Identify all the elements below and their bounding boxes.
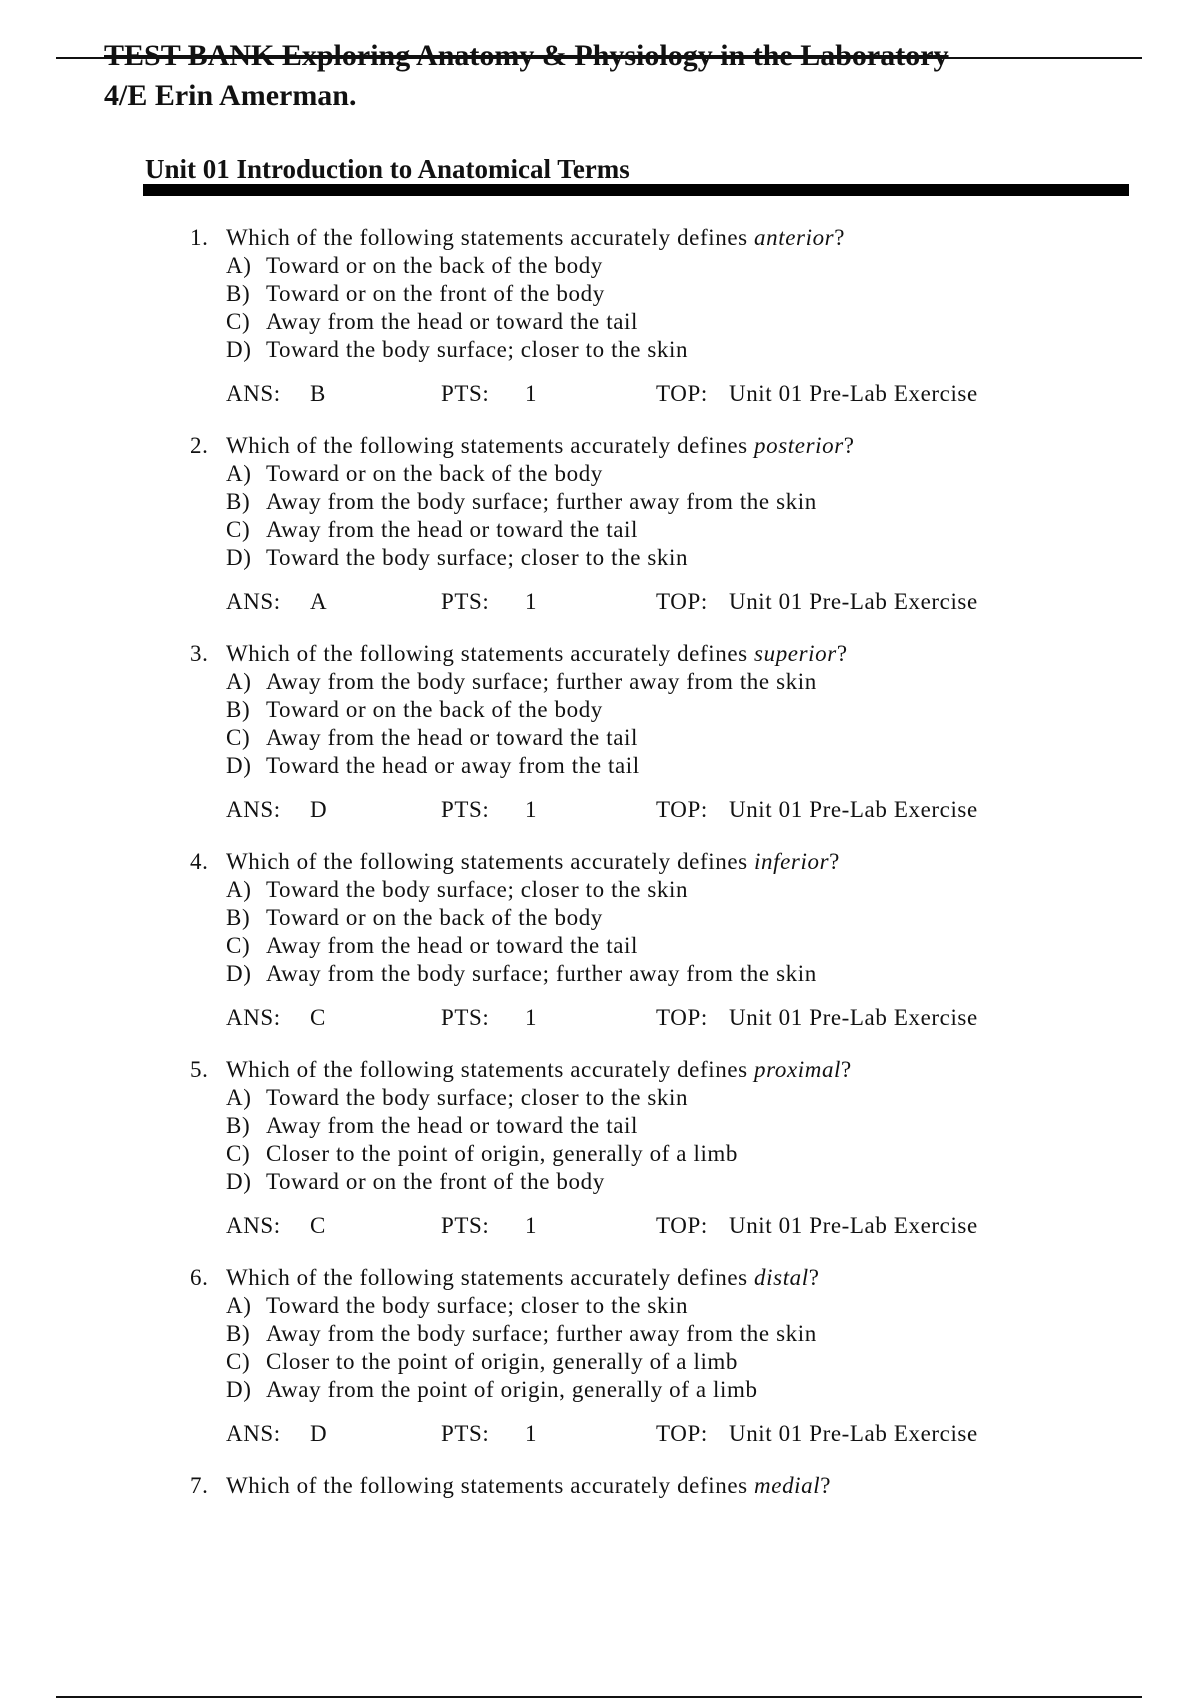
document-title-line-2: 4/E Erin Amerman. (104, 79, 357, 112)
question-number: 4. (190, 849, 209, 874)
question-item (190, 224, 1090, 408)
option-text: Away from the point of origin, generally of a limb (266, 1377, 758, 1402)
question-item (190, 1056, 1090, 1240)
points-label: PTS: (441, 1421, 490, 1446)
answer-value: A (310, 589, 328, 614)
question-text-prefix: Which of the following statements accurately defines (226, 1473, 755, 1498)
answer-option (190, 280, 1090, 308)
option-letter: A) (226, 461, 252, 486)
answer-field (226, 796, 441, 824)
topic-field (656, 588, 1056, 616)
topic-field (656, 380, 1056, 408)
option-text: Toward or on the back of the body (266, 697, 603, 722)
question-text-suffix: ? (820, 1473, 832, 1498)
question-item (190, 848, 1090, 1032)
topic-label: TOP: (656, 589, 708, 614)
question-number: 6. (190, 1265, 209, 1290)
option-text: Toward or on the back of the body (266, 253, 603, 278)
points-value: 1 (525, 1421, 538, 1446)
question-text-suffix: ? (843, 433, 855, 458)
question-number: 5. (190, 1057, 209, 1082)
option-text: Toward or on the back of the body (266, 905, 603, 930)
option-letter: B) (226, 281, 251, 306)
option-letter: C) (226, 309, 251, 334)
answer-option (190, 1292, 1090, 1320)
option-text: Toward the body surface; closer to the skin (266, 1293, 689, 1318)
question-term: medial (754, 1473, 821, 1498)
question-item (190, 1264, 1090, 1448)
answer-option (190, 308, 1090, 336)
question-text (226, 432, 855, 460)
topic-value: Unit 01 Pre-Lab Exercise (729, 589, 978, 614)
points-field (441, 380, 656, 408)
unit-heading-rule (143, 184, 1129, 196)
topic-value: Unit 01 Pre-Lab Exercise (729, 1421, 978, 1446)
question-text (226, 848, 840, 876)
option-letter: C) (226, 517, 251, 542)
points-value: 1 (525, 797, 538, 822)
option-text: Away from the head or toward the tail (266, 517, 638, 542)
option-text: Away from the head or toward the tail (266, 933, 638, 958)
answer-label: ANS: (226, 589, 281, 614)
option-text: Away from the head or toward the tail (266, 1113, 638, 1138)
answer-key-line (190, 380, 1090, 408)
points-value: 1 (525, 589, 538, 614)
points-label: PTS: (441, 589, 490, 614)
answer-value: B (310, 381, 326, 406)
option-text: Away from the body surface; further away from the skin (266, 961, 817, 986)
question-term: proximal (754, 1057, 842, 1082)
option-letter: C) (226, 1141, 251, 1166)
answer-option (190, 488, 1090, 516)
page-bottom-rule (56, 1696, 1142, 1698)
answer-label: ANS: (226, 381, 281, 406)
answer-option (190, 696, 1090, 724)
topic-value: Unit 01 Pre-Lab Exercise (729, 797, 978, 822)
topic-value: Unit 01 Pre-Lab Exercise (729, 1213, 978, 1238)
question-term: posterior (754, 433, 844, 458)
option-text: Toward the body surface; closer to the skin (266, 545, 689, 570)
points-field (441, 1420, 656, 1448)
option-text: Away from the body surface; further away from the skin (266, 1321, 817, 1346)
answer-option (190, 932, 1090, 960)
question-text-suffix: ? (836, 641, 848, 666)
option-letter: A) (226, 1085, 252, 1110)
topic-label: TOP: (656, 1213, 708, 1238)
question-stem (190, 1472, 1090, 1500)
answer-field (226, 588, 441, 616)
answer-option (190, 668, 1090, 696)
question-stem (190, 224, 1090, 252)
topic-label: TOP: (656, 381, 708, 406)
question-stem (190, 1264, 1090, 1292)
unit-heading: Unit 01 Introduction to Anatomical Terms (145, 154, 630, 184)
option-letter: B) (226, 697, 251, 722)
question-text (226, 224, 845, 252)
option-letter: B) (226, 489, 251, 514)
points-field (441, 588, 656, 616)
answer-label: ANS: (226, 1005, 281, 1030)
answer-option (190, 1320, 1090, 1348)
option-letter: D) (226, 545, 252, 570)
answer-value: C (310, 1005, 326, 1030)
answer-option (190, 336, 1090, 364)
question-text-suffix: ? (808, 1265, 820, 1290)
points-field (441, 1004, 656, 1032)
option-letter: A) (226, 669, 252, 694)
topic-value: Unit 01 Pre-Lab Exercise (729, 1005, 978, 1030)
topic-field (656, 1420, 1056, 1448)
answer-value: D (310, 797, 328, 822)
answer-option (190, 460, 1090, 488)
answer-field (226, 1212, 441, 1240)
answer-option (190, 1084, 1090, 1112)
option-text: Toward the head or away from the tail (266, 753, 640, 778)
question-term: distal (754, 1265, 809, 1290)
answer-option (190, 876, 1090, 904)
option-letter: D) (226, 961, 252, 986)
option-letter: D) (226, 337, 252, 362)
option-letter: C) (226, 1349, 251, 1374)
answer-key-line (190, 796, 1090, 824)
option-letter: C) (226, 933, 251, 958)
question-item (190, 1472, 1090, 1500)
question-term: inferior (754, 849, 830, 874)
question-term: superior (754, 641, 837, 666)
answer-option (190, 752, 1090, 780)
option-letter: D) (226, 1169, 252, 1194)
option-letter: B) (226, 905, 251, 930)
points-value: 1 (525, 381, 538, 406)
answer-option (190, 252, 1090, 280)
answer-option (190, 1348, 1090, 1376)
question-item (190, 432, 1090, 616)
option-text: Toward or on the front of the body (266, 281, 605, 306)
option-text: Toward the body surface; closer to the skin (266, 877, 689, 902)
question-stem (190, 640, 1090, 668)
option-text: Away from the head or toward the tail (266, 725, 638, 750)
question-text-prefix: Which of the following statements accurately defines (226, 1265, 755, 1290)
option-text: Toward the body surface; closer to the skin (266, 337, 689, 362)
option-text: Toward or on the back of the body (266, 461, 603, 486)
points-label: PTS: (441, 1213, 490, 1238)
answer-option (190, 1140, 1090, 1168)
question-text-prefix: Which of the following statements accurately defines (226, 849, 755, 874)
topic-label: TOP: (656, 1421, 708, 1446)
points-label: PTS: (441, 381, 490, 406)
answer-label: ANS: (226, 1421, 281, 1446)
question-text-suffix: ? (834, 225, 846, 250)
option-text: Closer to the point of origin, generally of a limb (266, 1349, 739, 1374)
question-text-suffix: ? (829, 849, 840, 874)
points-value: 1 (525, 1005, 538, 1030)
question-text-prefix: Which of the following statements accurately defines (226, 433, 755, 458)
question-text (226, 1472, 831, 1500)
answer-value: C (310, 1213, 326, 1238)
answer-option (190, 960, 1090, 988)
topic-label: TOP: (656, 797, 708, 822)
question-text (226, 1264, 820, 1292)
question-term: anterior (754, 225, 835, 250)
points-label: PTS: (441, 1005, 490, 1030)
question-stem (190, 1056, 1090, 1084)
question-text-prefix: Which of the following statements accurately defines (226, 1057, 755, 1082)
topic-label: TOP: (656, 1005, 708, 1030)
answer-label: ANS: (226, 797, 281, 822)
question-text-prefix: Which of the following statements accurately defines (226, 641, 755, 666)
question-text-suffix: ? (841, 1057, 852, 1082)
option-text: Closer to the point of origin, generally of a limb (266, 1141, 739, 1166)
answer-key-line (190, 1420, 1090, 1448)
option-letter: B) (226, 1113, 251, 1138)
answer-option (190, 1168, 1090, 1196)
option-letter: A) (226, 1293, 252, 1318)
option-text: Away from the body surface; further away from the skin (266, 669, 817, 694)
points-field (441, 796, 656, 824)
answer-key-line (190, 1004, 1090, 1032)
question-text (226, 1056, 852, 1084)
answer-option (190, 544, 1090, 572)
answer-field (226, 1420, 441, 1448)
answer-option (190, 516, 1090, 544)
points-label: PTS: (441, 797, 490, 822)
option-letter: D) (226, 1377, 252, 1402)
question-text-prefix: Which of the following statements accurately defines (226, 225, 755, 250)
option-text: Toward or on the front of the body (266, 1169, 605, 1194)
points-value: 1 (525, 1213, 538, 1238)
topic-value: Unit 01 Pre-Lab Exercise (729, 381, 978, 406)
question-stem (190, 432, 1090, 460)
option-letter: C) (226, 725, 251, 750)
topic-field (656, 796, 1056, 824)
option-text: Toward the body surface; closer to the skin (266, 1085, 689, 1110)
points-field (441, 1212, 656, 1240)
answer-label: ANS: (226, 1213, 281, 1238)
answer-option (190, 724, 1090, 752)
option-letter: A) (226, 253, 252, 278)
answer-value: D (310, 1421, 328, 1446)
topic-field (656, 1004, 1056, 1032)
question-number: 1. (190, 225, 209, 250)
topic-field (656, 1212, 1056, 1240)
answer-key-line (190, 588, 1090, 616)
question-text (226, 640, 848, 668)
option-letter: D) (226, 753, 252, 778)
answer-key-line (190, 1212, 1090, 1240)
question-item (190, 640, 1090, 824)
answer-option (190, 1112, 1090, 1140)
option-letter: A) (226, 877, 252, 902)
document-title-line-1: TEST BANK Exploring Anatomy & Physiology in the Laboratory (104, 39, 949, 72)
answer-field (226, 1004, 441, 1032)
question-stem (190, 848, 1090, 876)
question-number: 7. (190, 1473, 209, 1498)
answer-field (226, 380, 441, 408)
answer-option (190, 904, 1090, 932)
question-number: 2. (190, 433, 209, 458)
option-text: Away from the head or toward the tail (266, 309, 638, 334)
option-text: Away from the body surface; further away from the skin (266, 489, 817, 514)
document-title (104, 36, 1144, 116)
option-letter: B) (226, 1321, 251, 1346)
question-number: 3. (190, 641, 209, 666)
answer-option (190, 1376, 1090, 1404)
question-list (190, 224, 1090, 1524)
